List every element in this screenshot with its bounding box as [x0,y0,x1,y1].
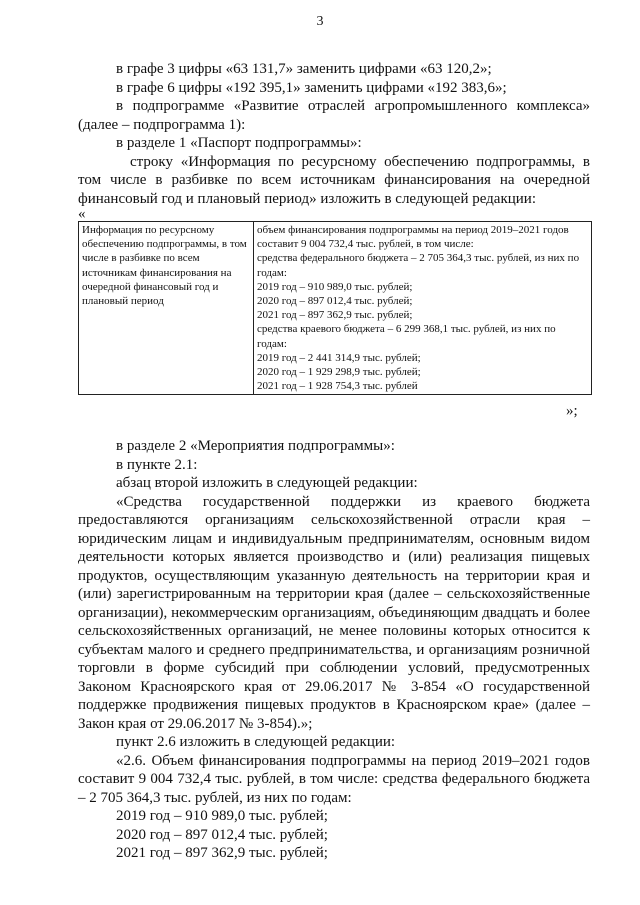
table-line: 2020 год – 1 929 298,9 тыс. рублей; [257,366,421,379]
table-line: 2021 год – 897 362,9 тыс. рублей; [257,309,413,322]
table-cell-label: Информация по ресурсному обеспечению подпрограммы, в том числе в разбивке по всем источникам финансирования на очередной финансовый год и плановый период [79,222,254,395]
paragraph: 2019 год – 910 989,0 тыс. рублей; [116,808,328,824]
paragraph: абзац второй изложить в следующей редакции: [116,475,418,491]
paragraph: в графе 6 цифры «192 395,1» заменить цифрами «192 383,6»; [116,79,507,96]
table-cell-value [254,222,592,395]
table-line: 2021 год – 1 928 754,3 тыс. рублей [257,380,418,393]
paragraph: 2020 год – 897 012,4 тыс. рублей; [116,826,328,843]
paragraph: в подпрограмме «Развитие отраслей агропромышленного комплекса» (далее – подпрограмма 1): [78,98,590,133]
top-text-block [78,60,590,208]
paragraph: 2021 год – 897 362,9 тыс. рублей; [116,845,328,861]
table-line: 2019 год – 910 989,0 тыс. рублей; [257,280,413,293]
quote-close-mark: »; [566,403,578,419]
page-number: 3 [316,14,324,29]
paragraph: строку «Информация по ресурсному обеспечению подпрограммы, в том числе в разбивке по всем источникам финансирования на очередной финансовый год и плановый период» изложить в следующей редакции: [78,153,590,207]
paragraph: в пункте 2.1: [116,456,198,473]
table-row [79,222,592,395]
table-line: средства федерального бюджета – 2 705 364,3 тыс. рублей, из них по годам: [257,252,580,279]
paragraph: в разделе 2 «Мероприятия подпрограммы»: [116,438,395,454]
quote-open-mark: « [78,206,86,222]
resource-info-table [78,221,592,395]
paragraph: «2.6. Объем финансирования подпрограммы на период 2019–2021 годов составит 9 004 732,4 тыс. рублей, в том числе: средства федерального бюджета – 2 705 364,3 тыс. рублей, из них по годам: [78,752,590,806]
table-line: объем финансирования подпрограммы на период 2019–2021 годов составит 9 004 732,4 тыс. рублей, в том числе: [257,224,569,251]
table-line: 2020 год – 897 012,4 тыс. рублей; [257,295,413,308]
paragraph: пункт 2.6 изложить в следующей редакции: [116,734,396,750]
bottom-text-block [78,437,590,863]
paragraph: «Средства государственной поддержки из краевого бюджета предоставляются организациям сельскохозяйственной отрасли края – юридическим лицам и индивидуальным предпринимателям, основным видом деятельности которых является производство и (или) реализация пищевых продуктов, осуществляющим указанную деятельность на территории края и (или) зарегистрированным на территории края (далее – сельскохозяйственные организации), некоммерческим организациям, объединяющим двадцать и более сельскохозяйственных организаций, не менее половины которых относится к субъектам малого и среднего предпринимательства, и организациям розничной торговли в форме субсидий при соблюдении условий, предусмотренных Законом Красноярского края от 29.06.2017 № 3-854 «О государственной поддержке продвижения пищевых продуктов в Красноярском крае» (далее – Закон края от 29.06.2017 № 3-854).»; [78,493,590,732]
table-line: 2019 год – 2 441 314,9 тыс. рублей; [257,351,421,364]
paragraph: в графе 3 цифры «63 131,7» заменить цифрами «63 120,2»; [116,61,492,77]
paragraph: в разделе 1 «Паспорт подпрограммы»: [116,135,362,151]
table-line: средства краевого бюджета – 6 299 368,1 тыс. рублей, из них по годам: [257,323,556,350]
